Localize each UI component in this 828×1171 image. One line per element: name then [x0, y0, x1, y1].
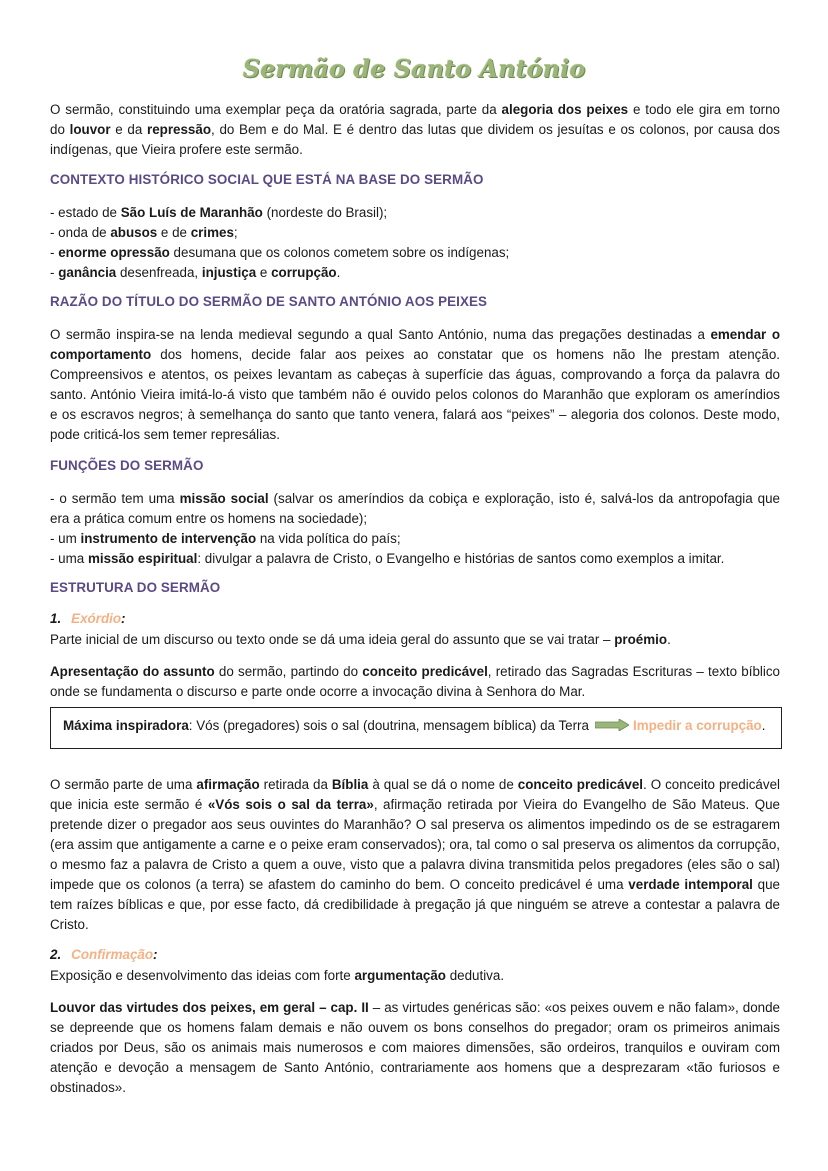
text: .: [667, 632, 671, 647]
conceito-line-5: o mesmo faz a palavra de Cristo a quem a ouve, visto que a palavra divina transmitida pelos pregadores (eles são o sal): [50, 857, 780, 872]
section-heading-razao: RAZÃO DO TÍTULO DO SERMÃO DE SANTO ANTÓNIO AOS PEIXES: [50, 294, 488, 309]
louvor-line-5: obstinados».: [50, 1080, 126, 1095]
text: do: [50, 122, 70, 137]
text: e: [256, 265, 272, 280]
text: :: [153, 947, 158, 962]
bold-text: instrumento de intervenção: [80, 531, 257, 546]
text: (nordeste do Brasil);: [262, 205, 388, 220]
text: desenfreada,: [116, 265, 202, 280]
bold-text: injustiça: [201, 265, 257, 280]
louvor-line-1: [50, 998, 780, 1018]
text: -: [50, 265, 59, 280]
definition-line: [50, 966, 780, 986]
bold-text: argumentação: [354, 968, 446, 983]
text: O sermão inspira-se na lenda medieval segundo a qual Santo António, numa das pregações destinadas a: [50, 327, 711, 342]
text: - um: [50, 531, 81, 546]
list-item: [50, 489, 780, 509]
list-item: [50, 243, 780, 263]
bold-text: enorme opressão: [58, 245, 170, 260]
text: e todo ele gira em torno: [628, 102, 780, 117]
exordio-paragraph: [50, 662, 780, 702]
text: : Vós (pregadores) sois o sal (doutrina, mensagem bíblica) da Terra: [188, 718, 589, 733]
bold-text: missão espiritual: [87, 551, 198, 566]
section-heading-contexto: CONTEXTO HISTÓRICO SOCIAL QUE ESTÁ NA BASE DO SERMÃO: [50, 172, 484, 187]
conceito-line-4: (era assim que antigamente a carne e o peixe eram conservados); ora, tal como o sal preserva os alimentos da corrupção,: [50, 837, 780, 852]
louvor-paragraph: [50, 998, 780, 1098]
text: na vida política do país;: [256, 531, 401, 546]
text: impede que os colonos (a terra) se afastem do caminho do bem. O conceito predicável é uma: [50, 877, 629, 892]
razao-line-5: e os escravos negros; à semelhança do santo que tanto venera, falará aos “peixes” – alegoria dos colonos. Deste modo,: [50, 407, 780, 422]
highlight-text: Impedir a corrupção: [632, 718, 762, 733]
bold-text: missão social: [179, 491, 269, 506]
bold-text: emendar o: [710, 327, 780, 342]
bold-text: louvor: [69, 122, 111, 137]
bold-text: São Luís de Maranhão: [120, 205, 263, 220]
conceito-line-3: pretende dizer o pregador aos seus ouvintes do Maranhão? O sal preserva os alimentos impedindo os de se estragarem: [50, 817, 780, 832]
text: , retirado das Sagradas Escrituras – texto bíblico: [487, 664, 780, 679]
text: -: [50, 245, 59, 260]
text: dos homens, decide falar aos peixes ao constatar que os homens não lhe prestam atenção.: [151, 347, 780, 362]
louvor-line-4: atenção e devoção a mensagem de Santo António, contrariamente aos homens que a desprezaram «tão furiosos e: [50, 1060, 780, 1075]
text: que inicia este sermão é: [50, 797, 208, 812]
louvor-line-3: criados por Deus, são os animais mais numerosos e com maiores dimensões, são ordeiros, tranquilos e ouviram com: [50, 1040, 780, 1055]
section-label: Exórdio: [71, 611, 122, 626]
text: ;: [233, 225, 238, 240]
text: desumana que os colonos cometem sobre os indígenas;: [169, 245, 510, 260]
bold-text: proémio: [614, 632, 668, 647]
bold-text: comportamento: [50, 347, 152, 362]
louvor-line-2: se depreende que os homens falam demais e não ouvem os bons conselhos do pregador; oram os primeiros animais: [50, 1020, 780, 1035]
bold-text: corrupção: [271, 265, 337, 280]
conceito-line-1: [50, 775, 780, 795]
razao-line-3: Compreensivos e atentos, os peixes levantam as cabeças à superfície das águas, comprovando a força da palavra do: [50, 367, 780, 382]
list-item: [50, 263, 780, 283]
section-label: Confirmação: [71, 947, 154, 962]
conceito-line-2: [50, 795, 780, 815]
text: – as virtudes genéricas são: «os peixes ouvem e não falam», donde: [368, 1000, 780, 1015]
section-heading-funcoes: FUNÇÕES DO SERMÃO: [50, 458, 204, 473]
text: , do Bem e do Mal. E é dentro das lutas que dividem os jesuítas e os colonos, por causa dos: [211, 122, 780, 137]
text: e de: [157, 225, 191, 240]
razao-paragraph: [50, 325, 780, 445]
list-item-continuation: era a prática comum entre os homens na sociedade);: [50, 511, 368, 526]
bold-text: Bíblia: [331, 777, 369, 792]
bold-text: alegoria dos peixes: [501, 102, 629, 117]
exordio-line-2: onde se fundamenta o discurso e parte onde ocorre a invocação divina à Senhora do Mar.: [50, 684, 586, 699]
text: - uma: [50, 551, 88, 566]
text: que: [752, 877, 781, 892]
text: O sermão parte de uma: [50, 777, 197, 792]
text: . O conceito predicável: [643, 777, 780, 792]
page-title: Sermão de Santo António: [242, 54, 586, 83]
text: à qual se dá o nome de: [368, 777, 518, 792]
confirmacao-definition: [50, 966, 780, 986]
text: O sermão, constituindo uma exemplar peça da oratória sagrada, parte da: [50, 102, 502, 117]
text: dedutiva.: [445, 968, 505, 983]
intro-paragraph: [50, 100, 780, 160]
text: .: [761, 718, 766, 733]
intro-line-2: [50, 120, 780, 140]
text: do sermão, partindo do: [214, 664, 363, 679]
confirmacao-heading: [50, 947, 158, 962]
text: :: [121, 611, 126, 626]
bold-text: «Vós sois o sal da terra»: [207, 797, 374, 812]
text: Parte inicial de um discurso ou texto onde se dá uma ideia geral do assunto que se vai tratar –: [50, 632, 615, 647]
razao-line-1: [50, 325, 780, 345]
razao-line-2: [50, 345, 780, 365]
bold-text: repressão: [146, 122, 212, 137]
text: , afirmação retirada por Vieira do Evangelho de São Mateus. Que: [373, 797, 781, 812]
conceito-line-7: tem raízes bíblicas e que, por esse facto, dá credibilidade à pregação já que ninguém se atreve a contestar a palavra de: [50, 897, 780, 912]
exordio-line-1: [50, 662, 780, 682]
conceito-paragraph: [50, 775, 780, 935]
text: (salvar os ameríndios da cobiça e exploração, isto é, salvá-los da antropofagia que: [268, 491, 780, 506]
text: - o sermão tem uma: [50, 491, 180, 506]
bold-text: conceito predicável: [517, 777, 644, 792]
bold-text: verdade intemporal: [628, 877, 753, 892]
right-arrow-icon: [595, 719, 629, 731]
list-item: [50, 549, 780, 569]
conceito-line-6: [50, 875, 780, 895]
bold-text: afirmação: [196, 777, 260, 792]
list-item: [50, 203, 780, 223]
bold-text: crimes: [190, 225, 234, 240]
bold-text: conceito predicável: [362, 664, 488, 679]
list-item: [50, 223, 780, 243]
razao-line-6: pode criticá-los sem temer represálias.: [50, 427, 280, 442]
text: .: [336, 265, 341, 280]
list-item: [50, 529, 780, 549]
exordio-definition: [50, 630, 780, 650]
maxima-box: [50, 707, 782, 749]
funcoes-list: [50, 489, 780, 569]
bold-text: ganância: [58, 265, 117, 280]
text: - onda de: [50, 225, 111, 240]
bold-text: Apresentação do assunto: [50, 664, 215, 679]
contexto-list: [50, 203, 780, 283]
text: retirada da: [259, 777, 332, 792]
text: - estado de: [50, 205, 121, 220]
razao-line-4: santo. António Vieira imitá-lo-á visto que também não é ouvido pelos colonos do Maranhão que exploram os ameríndios: [50, 387, 780, 402]
conceito-line-8: Cristo.: [50, 917, 89, 932]
section-number: 1.: [50, 611, 62, 626]
maxima-text: [63, 718, 765, 733]
section-heading-estrutura: ESTRUTURA DO SERMÃO: [50, 580, 221, 595]
intro-line-1: [50, 100, 780, 120]
definition-line: [50, 630, 780, 650]
bold-text: Máxima inspiradora: [63, 718, 189, 733]
section-number: 2.: [50, 947, 62, 962]
bold-text: Louvor das virtudes dos peixes, em geral – cap. II: [50, 1000, 369, 1015]
intro-line-3: indígenas, que Vieira profere este sermão.: [50, 142, 303, 157]
exordio-heading: [50, 611, 126, 626]
text: e da: [110, 122, 147, 137]
bold-text: abusos: [110, 225, 158, 240]
text: Exposição e desenvolvimento das ideias com forte: [50, 968, 355, 983]
text: : divulgar a palavra de Cristo, o Evangelho e histórias de santos como exemplos a imitar.: [197, 551, 725, 566]
